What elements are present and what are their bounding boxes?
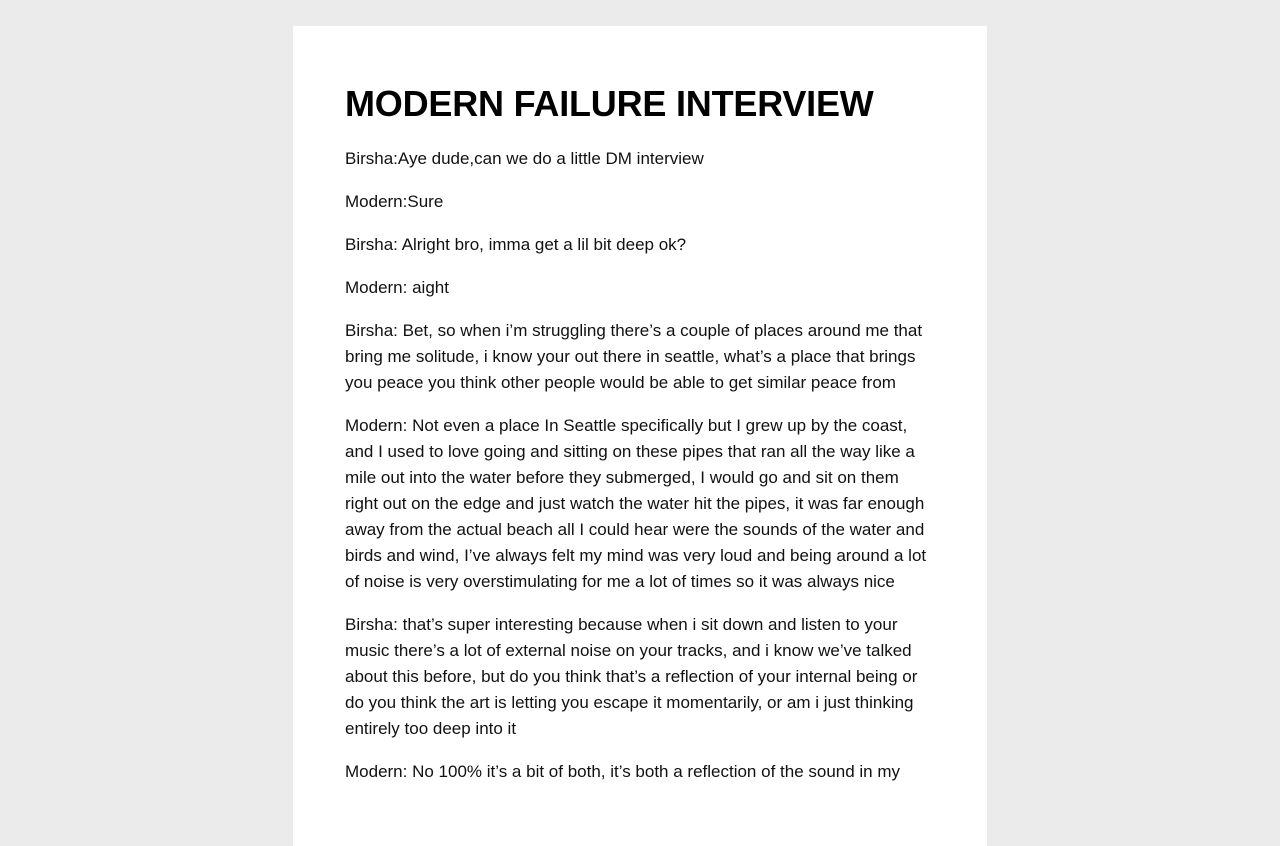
interview-paragraph: Modern: aight [345, 278, 449, 297]
interview-paragraph: Birsha:Aye dude,can we do a little DM interview [345, 149, 704, 168]
document-page [293, 26, 987, 846]
interview-body [345, 146, 935, 785]
document-title: MODERN FAILURE INTERVIEW [345, 83, 874, 124]
interview-paragraph: Birsha: Alright bro, imma get a lil bit deep ok? [345, 235, 687, 254]
interview-paragraph: Birsha: Bet, so when i’m struggling there’s a couple of places around me that bring me solitude, i know your out there in seattle, what’s a place that brings you peace you think other people would be able to get similar peace from [345, 321, 923, 392]
interview-paragraph: Modern:Sure [345, 192, 444, 211]
interview-paragraph: Birsha: that’s super interesting because when i sit down and listen to your music there’s a lot of external noise on your tracks, and i know we’ve talked about this before, but do you think that’s a reflection of your internal being or do you think the art is letting you escape it momentarily, or am i just thinking entirely too deep into it [345, 615, 918, 738]
interview-paragraph: Modern: No 100% it’s a bit of both, it’s both a reflection of the sound in my [345, 762, 901, 781]
interview-paragraph: Modern: Not even a place In Seattle specifically but I grew up by the coast, and I used to love going and sitting on these pipes that ran all the way like a mile out into the water before they submerged, I would go and sit on them right out on the edge and just watch the water hit the pipes, it was far enough away from the actual beach all I could hear were the sounds of the water and birds and wind, I’ve always felt my mind was very loud and being around a lot of noise is very overstimulating for me a lot of times so it was always nice [345, 416, 927, 591]
